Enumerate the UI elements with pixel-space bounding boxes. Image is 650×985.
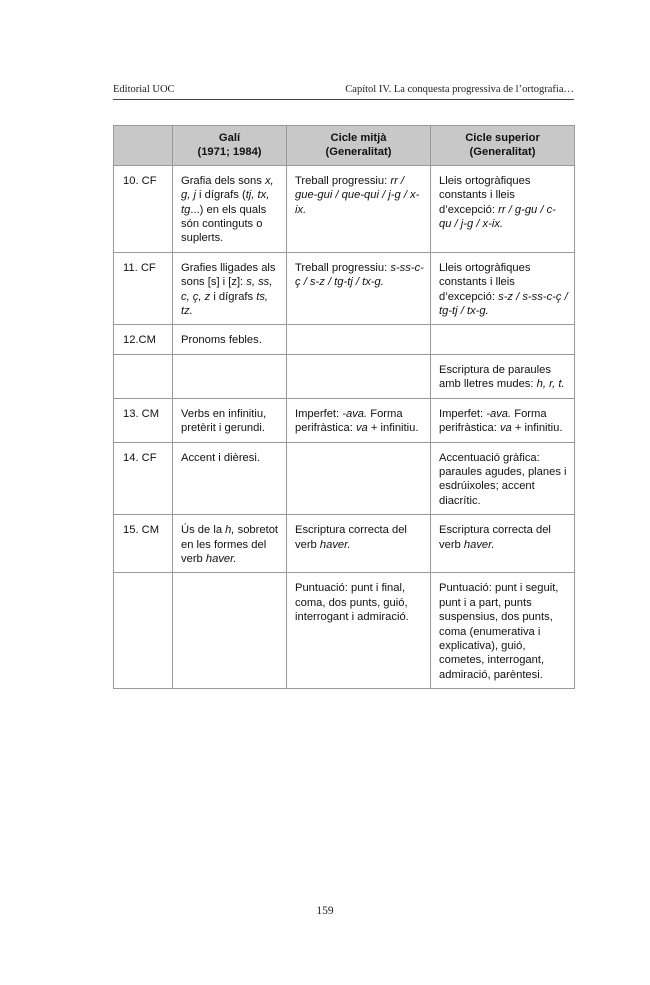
cell-text: Grafies lligades als sons [s] i [z]: bbox=[181, 261, 276, 289]
cell-mitja bbox=[287, 442, 431, 515]
header-cell-gali bbox=[173, 126, 287, 166]
row-number-cell: 10. CF bbox=[114, 165, 173, 252]
cell-italic-text: s-ss-c-ç / s-z / tg-tj / tx-g. bbox=[295, 261, 424, 289]
table-row bbox=[114, 398, 575, 442]
cell-italic-text: -ava. bbox=[342, 407, 368, 420]
header-superior-title: Cicle superior bbox=[465, 132, 540, 144]
cell-gali bbox=[173, 325, 287, 354]
cell-text: Accentuació gràfica: paraules agudes, planes i esdrúixoles; accent diacrític. bbox=[439, 451, 567, 507]
row-number-cell: 11. CF bbox=[114, 252, 173, 325]
cell-text: ...) en els quals són continguts o suplerts. bbox=[181, 203, 267, 245]
cell-text: Imperfet: bbox=[295, 407, 343, 420]
cell-gali bbox=[173, 165, 287, 252]
row-number-cell bbox=[114, 573, 173, 689]
cell-italic-text: -ava. bbox=[486, 407, 512, 420]
cell-text: Forma perifràstica: bbox=[439, 407, 547, 435]
running-head-chapter: Capítol IV. La conquesta progressiva de l’ortografia… bbox=[345, 84, 574, 95]
cell-superior bbox=[431, 573, 575, 689]
cell-text: + infinitiu. bbox=[511, 422, 563, 435]
cell-superior bbox=[431, 252, 575, 325]
cell-superior bbox=[431, 398, 575, 442]
table-row bbox=[114, 442, 575, 515]
cell-mitja bbox=[287, 573, 431, 689]
table-body bbox=[114, 165, 575, 688]
cell-italic-text: x, g, j bbox=[181, 174, 274, 202]
cell-mitja bbox=[287, 252, 431, 325]
header-gali-title: Galí bbox=[218, 132, 241, 144]
cell-mitja bbox=[287, 165, 431, 252]
cell-italic-text: va bbox=[355, 422, 368, 435]
cell-italic-text: va bbox=[499, 422, 512, 435]
cell-italic-text: rr / g-gu / c-qu / j-g / x-ix. bbox=[439, 203, 556, 231]
cell-text: Escriptura de paraules amb lletres mudes: bbox=[439, 363, 551, 391]
header-rule bbox=[113, 99, 574, 100]
cell-text: sobretot en les formes del verb bbox=[181, 524, 279, 565]
cell-gali bbox=[173, 252, 287, 325]
cell-text: Accent i dièresi. bbox=[181, 451, 260, 464]
cell-text: Puntuació: punt i final, coma, dos punts, guió, interrogant i admiració. bbox=[295, 582, 409, 624]
cell-superior bbox=[431, 165, 575, 252]
header-mitja-title: Cicle mitjà bbox=[330, 132, 387, 144]
cell-text: Grafia dels sons bbox=[181, 174, 265, 187]
table-row bbox=[114, 165, 575, 252]
cell-text: Pronoms febles. bbox=[181, 334, 262, 347]
cell-text: Forma perifràstica: bbox=[295, 407, 403, 435]
table-row bbox=[114, 354, 575, 398]
table-row bbox=[114, 325, 575, 354]
cell-gali bbox=[173, 354, 287, 398]
cell-text: + infinitiu. bbox=[367, 422, 419, 435]
table-row bbox=[114, 252, 575, 325]
cell-gali bbox=[173, 398, 287, 442]
header-mitja-source: (Generalitat) bbox=[325, 146, 392, 159]
row-number-cell: 15. CM bbox=[114, 515, 173, 573]
row-number-cell: 14. CF bbox=[114, 442, 173, 515]
table-header-row bbox=[114, 126, 575, 166]
header-cell-cicle-superior bbox=[431, 126, 575, 166]
cell-text: Puntuació: punt i seguit, punt i a part, punts suspensius, dos punts, coma (enumerativa i explicativa), guió, cometes, interrogant, admiració, parèntesi. bbox=[439, 582, 559, 681]
cell-text: Treball progressiu: bbox=[295, 261, 391, 274]
cell-text: Treball progressiu: bbox=[295, 174, 391, 187]
row-number-cell: 12.CM bbox=[114, 325, 173, 354]
cell-gali bbox=[173, 573, 287, 689]
row-number-cell bbox=[114, 354, 173, 398]
orthography-comparison-table bbox=[113, 125, 575, 689]
cell-text: Escriptura correcta del verb bbox=[295, 524, 407, 551]
header-gali-years: (1971; 1984) bbox=[197, 146, 262, 159]
cell-text: Ús de la bbox=[181, 524, 226, 537]
cell-mitja bbox=[287, 515, 431, 573]
cell-superior bbox=[431, 515, 575, 573]
row-number-cell: 13. CM bbox=[114, 398, 173, 442]
cell-text: Lleis ortogràfiques constants i lleis d’excepció: bbox=[439, 261, 531, 303]
cell-mitja bbox=[287, 325, 431, 354]
cell-text: Lleis ortogràfiques constants i lleis d’excepció: bbox=[439, 174, 531, 216]
cell-superior bbox=[431, 354, 575, 398]
cell-italic-text: rr / gue-gui / que-qui / j-g / x-ix. bbox=[295, 174, 420, 216]
table-row bbox=[114, 573, 575, 689]
running-head-publisher: Editorial UOC bbox=[113, 84, 175, 95]
cell-text: Escriptura correcta del verb bbox=[439, 524, 551, 551]
cell-gali bbox=[173, 442, 287, 515]
cell-italic-text: s-z / s-ss-c-ç / tg-tj / tx-g. bbox=[439, 290, 568, 318]
cell-italic-text: haver. bbox=[205, 552, 237, 565]
cell-text: i dígrafs bbox=[210, 290, 257, 303]
cell-italic-text: haver. bbox=[319, 538, 351, 551]
cell-italic-text: tj, tx, tg bbox=[181, 189, 270, 216]
cell-italic-text: h, bbox=[225, 524, 235, 537]
cell-mitja bbox=[287, 398, 431, 442]
header-cell-cicle-mitja bbox=[287, 126, 431, 166]
table-row bbox=[114, 515, 575, 573]
cell-italic-text: s, ss, c, ç, z bbox=[181, 276, 273, 303]
cell-mitja bbox=[287, 354, 431, 398]
cell-superior bbox=[431, 442, 575, 515]
cell-text: i dígrafs ( bbox=[195, 189, 246, 202]
cell-text: Verbs en infinitiu, pretèrit i gerundi. bbox=[181, 407, 267, 435]
cell-italic-text: ts, tz. bbox=[181, 290, 269, 318]
cell-italic-text: h, r, t. bbox=[536, 378, 565, 391]
cell-superior bbox=[431, 325, 575, 354]
cell-text: Imperfet: bbox=[439, 407, 487, 420]
cell-italic-text: haver. bbox=[463, 538, 495, 551]
header-superior-source: (Generalitat) bbox=[469, 146, 536, 159]
page-number: 159 bbox=[316, 905, 334, 917]
header-cell-number bbox=[114, 126, 173, 166]
cell-gali bbox=[173, 515, 287, 573]
